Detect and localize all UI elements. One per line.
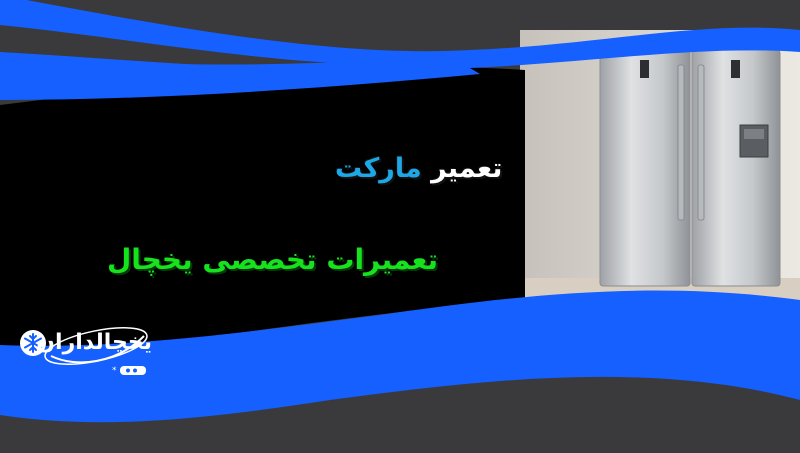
title-accent: مارکت [335, 153, 422, 184]
title-plain: تعمیر [431, 153, 503, 184]
refrigerator-photo [520, 30, 800, 330]
title-line-2: تعمیرات تخصصی یخچال [106, 243, 438, 276]
logo-text: یخچالداران [36, 330, 152, 355]
svg-text:*: * [112, 366, 117, 376]
title-line-1 [335, 153, 505, 184]
